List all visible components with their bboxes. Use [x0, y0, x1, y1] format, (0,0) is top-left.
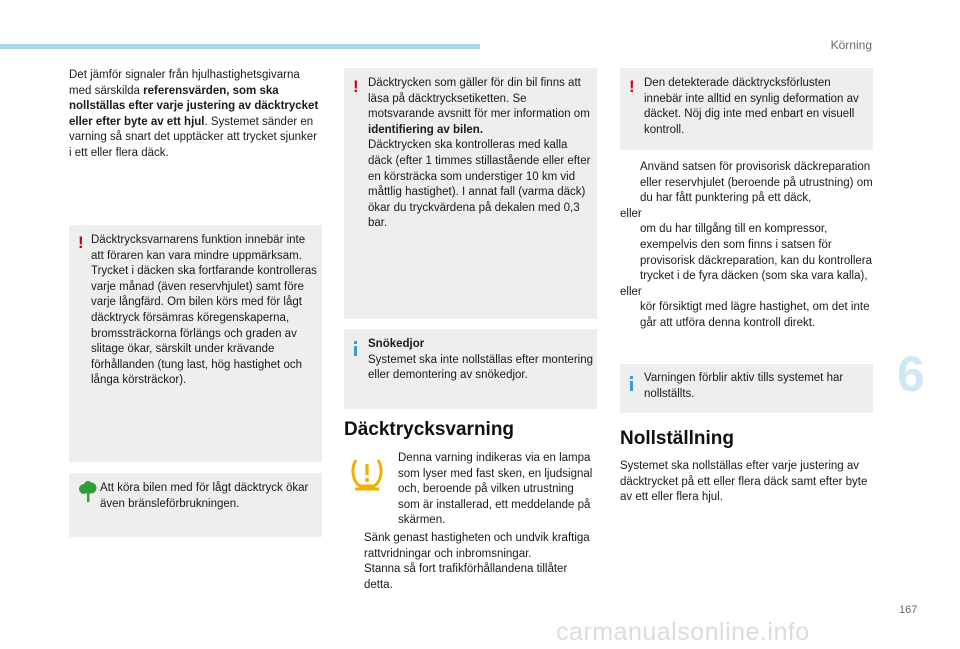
info-icon — [630, 376, 633, 391]
list-item — [620, 300, 876, 331]
list-item — [620, 160, 876, 207]
warning-box-deformation — [620, 68, 873, 150]
header-bar — [0, 44, 480, 49]
eco-text: Att köra bilen med för lågt däcktryck ökar även bränsleförbrukningen. — [100, 482, 309, 510]
list-item-text: kör försiktigt med lägre hastighet, om det inte går att utföra denna kontroll direkt. — [640, 301, 870, 329]
list-item-text: Stanna så fort trafikförhållandena tillåter detta. — [364, 563, 568, 591]
warning-box-monitoring — [69, 225, 322, 462]
page-number: 167 — [899, 604, 918, 616]
pressure-text-1: Däcktrycken som gäller för din bil finns att läsa på däcktrycksetiketten. Se motsvarande avsnitt för mer information om — [368, 77, 590, 121]
warning-text: Däcktrycksvarnarens funktion innebär inte att föraren kan vara mindre uppmärksam. Trycket i däcken ska fortfarande kontrolleras varje månad (även reservhjulet) samt före varje långfärd. Om bilen körs med för lågt däcktryck försämras köregenskaperna, bromssträckorna förlängs och graden av slitage ökar, särskilt under krävande förhållanden (tung last, hög hastighet och långa körsträckor). — [91, 234, 317, 387]
list-item — [344, 562, 598, 593]
list-item-text: Sänk genast hastigheten och undvik kraftiga rattvridningar och inbromsningar. — [364, 532, 590, 560]
pressure-text-2: Däcktrycken ska kontrolleras med kalla däck (efter 1 timmes stillastående eller efter en körsträcka som understiger 10 km vid måttlig hastighet). I annat fall (varma däck) ökar du tryckvärdena på dekalen med 0,3 bar. — [368, 139, 591, 230]
heading-reset: Nollställning — [620, 428, 734, 449]
action-list — [344, 531, 598, 593]
pressure-warning-text — [368, 76, 594, 232]
chapter-number: 6 — [897, 346, 925, 402]
or-text: eller — [620, 207, 642, 220]
leaf-icon — [78, 481, 98, 503]
list-item — [620, 222, 876, 284]
pressure-bold-text: identifiering av bilen. — [368, 123, 484, 136]
warning-icon: ! — [353, 77, 359, 96]
eco-box — [69, 473, 322, 537]
lamp-description: Denna varning indikeras via en lampa som lyser med fast sken, en ljudsignal och, beroende på vilken utrustning som är installerad, ett meddelande på skärmen. — [398, 452, 593, 527]
section-title: Körning — [830, 38, 872, 52]
snow-chains-content — [368, 337, 594, 384]
info-box-active — [620, 364, 873, 413]
remedy-list — [620, 160, 876, 332]
intro-text: Det jämför signaler från hjulhastighetsgivarna med särskilda — [69, 69, 300, 97]
snow-chains-title: Snökedjor — [368, 338, 425, 350]
list-item — [344, 531, 598, 562]
list-item-text: Använd satsen för provisorisk däckreparation eller reservhjulet (beroende på utrustning) om du har fått punktering på ett däck, — [640, 161, 873, 205]
snow-chains-text: Systemet ska inte nollställas efter montering eller demontering av snökedjor. — [368, 353, 593, 382]
intro-bold-text: referensvärden, som ska nollställas efter varje justering av däcktrycket eller efter byte av ett hjul — [69, 84, 319, 128]
intro-text-2: . Systemet sänder en varning så snart det upptäcker att trycket sjunker i ett eller flera däck. — [69, 115, 318, 159]
heading-tyre-pressure-warning: Däcktrycksvarning — [344, 419, 515, 440]
tyre-pressure-lamp-icon — [350, 456, 384, 492]
info-box-snow-chains — [344, 329, 597, 409]
reset-paragraph: Systemet ska nollställas efter varje justering av däcktrycket på ett eller flera däck samt efter byte av ett eller flera hjul. — [620, 460, 868, 504]
watermark: carmanualsonline.info — [556, 618, 810, 646]
active-text: Varningen förblir aktiv tills systemet har nollställts. — [644, 372, 844, 400]
info-icon — [354, 341, 357, 356]
list-item-text: om du har tillgång till en kompressor, exempelvis den som finns i satsen för provisorisk däckreparation, kan du kontrollera trycket i de fyra däcken (som ska vara kalla), — [640, 223, 873, 283]
warning-icon: ! — [629, 77, 635, 96]
deformation-text: Den detekterade däcktrycksförlusten innebär inte alltid en synlig deformation av däcket. Nöj dig inte med enbart en visuell kontroll. — [644, 77, 859, 136]
warning-icon: ! — [78, 233, 84, 252]
intro-paragraph — [69, 68, 321, 162]
or-text: eller — [620, 285, 642, 298]
warning-box-pressures — [344, 68, 597, 319]
